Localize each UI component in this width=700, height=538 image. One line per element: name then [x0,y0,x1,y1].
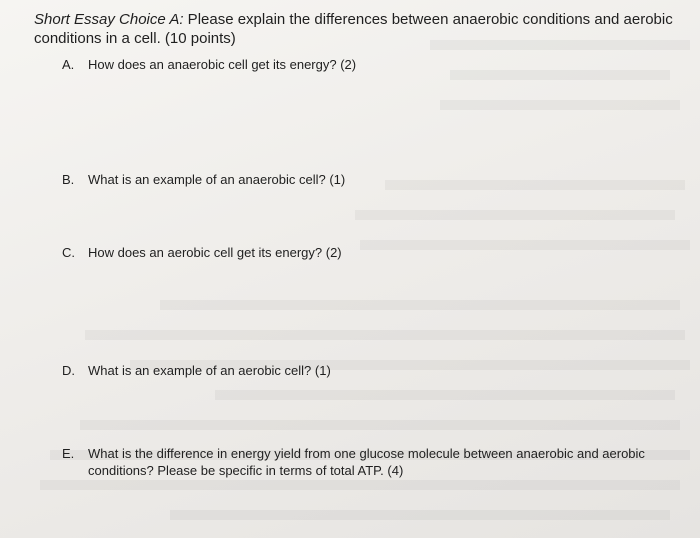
question-c [62,244,662,261]
question-text: What is an example of an aerobic cell? (1) [88,363,331,378]
question-letter: B. [62,172,75,187]
essay-prompt: Please explain the differences between anaerobic conditions and aerobic conditions in a cell. (10 points) [34,11,673,47]
question-text: What is an example of an anaerobic cell? (1) [88,172,346,187]
essay-heading [34,10,684,48]
question-letter: E. [62,446,75,461]
question-text: How does an anaerobic cell get its energy? (2) [88,57,357,72]
question-e [62,445,662,479]
question-text: How does an aerobic cell get its energy? (2) [88,245,342,260]
question-text: What is the difference in energy yield from one glucose molecule between anaerobic and aerobic conditions? Please be specific in terms of total ATP. (4) [88,446,645,478]
question-a [62,56,662,73]
question-letter: D. [62,363,75,378]
question-letter: C. [62,245,75,260]
question-d [62,362,662,379]
essay-choice-label: Short Essay Choice A: [34,11,184,28]
question-b [62,171,662,188]
question-letter: A. [62,57,75,72]
